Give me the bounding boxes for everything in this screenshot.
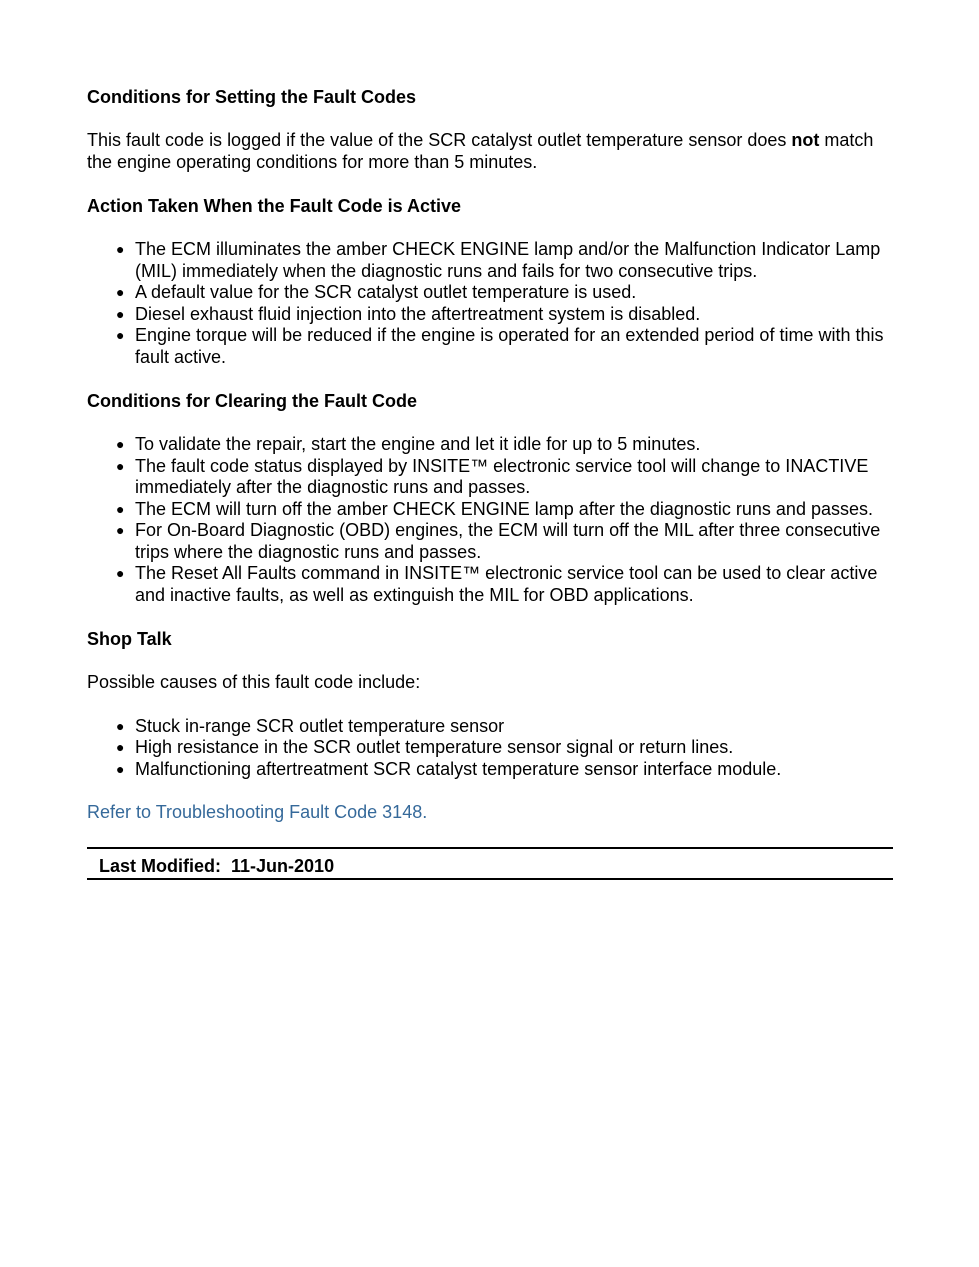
bullet-icon: ● [116, 522, 125, 538]
bullet-icon: ● [116, 760, 125, 777]
shop-talk-paragraph: Possible causes of this fault code include: [87, 672, 421, 692]
list-item [87, 304, 893, 326]
list-item-text: For On-Board Diagnostic (OBD) engines, the ECM will turn off the MIL after three consecutive trips where the diagnostic runs and passes. [135, 520, 881, 562]
list-item [87, 239, 893, 282]
list-item [87, 434, 893, 456]
causes-list [87, 716, 893, 781]
list-item [87, 325, 893, 368]
list-item-text: The fault code status displayed by INSITE™ electronic service tool will change to INACTIVE immediately after the diagnostic runs and passes. [135, 455, 869, 497]
list-item-text: The Reset All Faults command in INSITE™ electronic service tool can be used to clear active and inactive faults, as well as extinguish the MIL for OBD applications. [135, 563, 878, 605]
section-heading-setting: Conditions for Setting the Fault Codes [87, 87, 416, 107]
last-modified-date: 11-Jun-2010 [231, 855, 335, 876]
bullet-icon: ● [116, 739, 125, 755]
list-item-text: To validate the repair, start the engine and let it idle for up to 5 minutes. [135, 434, 701, 454]
list-item-text: Engine torque will be reduced if the engine is operated for an extended period of time with this fault active. [135, 325, 884, 367]
list-item [87, 499, 893, 521]
list-item [87, 520, 893, 563]
clearing-list [87, 434, 893, 606]
action-list [87, 239, 893, 368]
list-item [87, 456, 893, 499]
bullet-icon: ● [116, 305, 125, 322]
last-modified-bar [87, 847, 893, 880]
list-item [87, 737, 893, 759]
bullet-icon: ● [116, 500, 125, 517]
section-heading-clearing: Conditions for Clearing the Fault Code [87, 391, 417, 411]
list-item-text: Malfunctioning aftertreatment SCR catalyst temperature sensor interface module. [135, 758, 782, 779]
list-item-text: Stuck in-range SCR outlet temperature sensor [135, 715, 505, 736]
section-heading-action: Action Taken When the Fault Code is Active [87, 196, 462, 216]
setting-text-bold: not [791, 130, 820, 150]
bullet-icon: ● [116, 284, 125, 300]
list-item-text: High resistance in the SCR outlet temperature sensor signal or return lines. [135, 737, 734, 757]
list-item-text: A default value for the SCR catalyst outlet temperature is used. [135, 282, 637, 302]
list-item [87, 282, 893, 304]
bullet-icon: ● [116, 327, 125, 343]
list-item-text: Diesel exhaust fluid injection into the aftertreatment system is disabled. [135, 303, 701, 324]
document-page [87, 86, 893, 880]
list-item [87, 563, 893, 606]
bullet-icon: ● [116, 457, 125, 474]
setting-text-pre: This fault code is logged if the value of the SCR catalyst outlet temperature sensor does [87, 130, 792, 150]
section-heading-shop-talk: Shop Talk [87, 629, 172, 649]
setting-text-post: match the engine operating conditions for more than 5 minutes. [87, 130, 874, 172]
list-item-text: The ECM illuminates the amber CHECK ENGINE lamp and/or the Malfunction Indicator Lamp (MIL) immediately when the diagnostic runs and fails for two consecutive trips. [135, 239, 881, 281]
list-item-text: The ECM will turn off the amber CHECK ENGINE lamp after the diagnostic runs and passes. [135, 498, 873, 519]
setting-paragraph [87, 130, 893, 173]
bullet-icon: ● [116, 565, 125, 581]
troubleshooting-link[interactable]: Refer to Troubleshooting Fault Code 3148. [87, 802, 428, 822]
last-modified-label: Last Modified: [99, 855, 221, 876]
bullet-icon: ● [116, 241, 125, 257]
list-item [87, 716, 893, 738]
list-item [87, 759, 893, 781]
bullet-icon: ● [116, 717, 125, 734]
bullet-icon: ● [116, 436, 125, 452]
